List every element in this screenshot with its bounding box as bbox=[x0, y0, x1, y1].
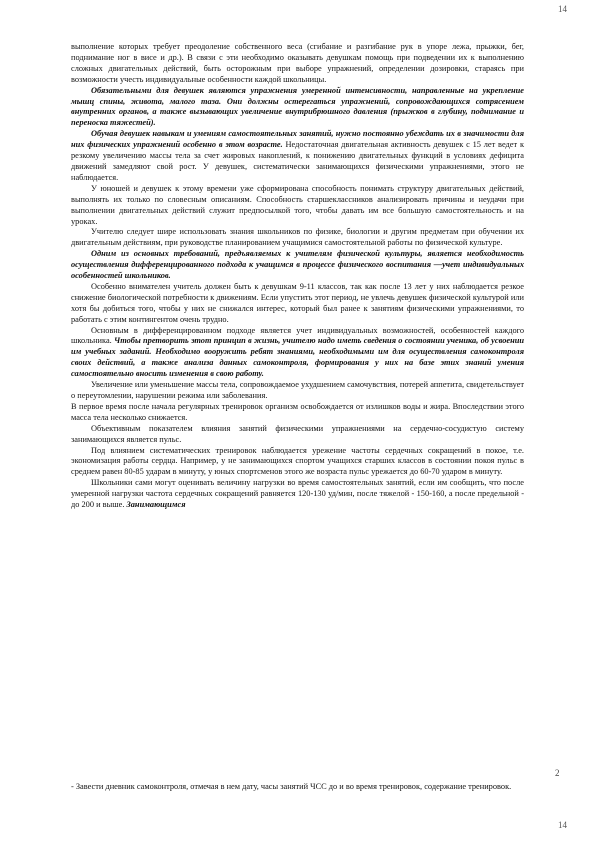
paragraph-italic-part: Чтобы претворить этот принцип в жизнь, учителю надо иметь сведения о состоянии ученика, об усвоении им учебных заданий. Необходимо вооружить ребят знаниями, необходимыми им для осуществления самоконтроля своих действий, а также анализа данных самоконтроля, формирования у них на базе этих знаний умения самостоятельно вносить изменения в свою работу. bbox=[71, 336, 524, 379]
side-page-number: 2 bbox=[555, 768, 560, 778]
paragraph-italic-part: Занимающимся bbox=[126, 500, 186, 510]
paragraph-plain-part: Школьники сами могут оценивать величину нагрузки во время самостоятельных занятий, если им сообщить, что после умеренной нагрузки частота сердечных сокращений равняется 120-130 уд/мин, после тяжелой - 150-160, а после предельной - до 200 и выше. bbox=[71, 478, 524, 510]
paragraph: Увеличение или уменьшение массы тела, сопровождаемое ухудшением самочувствия, потерей аппетита, свидетельствует о переутомлении, нарушении режима или заболевания. bbox=[71, 380, 524, 400]
paragraph bbox=[71, 326, 524, 381]
paragraph: выполнение которых требует преодоление собственного веса (сгибание и разгибание рук в упоре лежа, прыжки, бег, поднимание ног в висе и др.). В связи с эти необходимо оказывать девушкам помощь при подведении их к выполнению сложных двигательных действий, быть осторожным при выборе упражнений, определении дозировки, стараясь при возможности учесть индивидуальные особенности каждой школьницы. bbox=[71, 42, 524, 84]
main-text bbox=[71, 42, 524, 511]
paragraph-italic-part: Обучая девушек навыкам и умениям самостоятельных занятий, нужно постоянно убеждать их в значимости для них физических упражнений особенно в этом возрасте. bbox=[71, 129, 524, 150]
page-number-bottom: 14 bbox=[558, 820, 567, 830]
paragraph: В первое время после начала регулярных тренировок организм освобождается от излишков воды и жира. Впоследствии этого масса тела несколько снижается. bbox=[71, 401, 524, 422]
paragraph-plain-part: Недостаточная двигательная активность девушек с 15 лет ведет к резкому увеличению массы тела за счет жировых накоплений, к понижению двигательных функций в условиях дефицита движений замедляют свой рост. У девушек, систематически занимающихся физическими упражнениями, этого не наблюдается. bbox=[71, 140, 524, 182]
paragraph: Объективным показателем влияния занятий физическими упражнениями на сердечно-сосудистую систему занимающихся является пульс. bbox=[71, 423, 524, 444]
paragraph: Особенно внимателен учитель должен быть к девушкам 9-11 классов, так как после 13 лет у них наблюдается резкое снижение биологической потребности к движениям. Если упустить этот период, не увлечь девушек физической культурой или хотя бы добиться того, чтобы у них не снижался интерес, который был ранее к занятиям физическими упражнениями, то работать с этим контингентом очень трудно. bbox=[71, 281, 524, 324]
paragraph bbox=[71, 478, 524, 511]
paragraph bbox=[71, 129, 524, 184]
paragraph: Под влиянием систематических тренировок наблюдается урежение частоты сердечных сокращений в покое, т.е. экономизация работы сердца. Например, у не занимающихся спортом учащихся старших классов в состоянии покоя пульс в среднем равен 80-85 ударам в минуту, у юных спортсменов этого же возраста пульс урежается до 60-70 ударом в минуту. bbox=[71, 445, 524, 477]
page-number-top: 14 bbox=[558, 4, 567, 14]
footnote: - Завести дневник самоконтроля, отмечая в нем дату, часы занятий ЧСС до и во время тренировок, содержание тренировок. bbox=[71, 782, 512, 791]
paragraph-plain-part: Основным в дифференцированном подходе является учет индивидуальных возможностей, особенностей каждого школьника. bbox=[71, 325, 524, 346]
paragraph: Учителю следует шире использовать знания школьников по физике, биологии и другим предметам при обучении их двигательным действиям, при руководстве планированием учащимися самостоятельной работы по физической культуре. bbox=[71, 227, 524, 248]
paragraph-italic: Обязательными для девушек являются упражнения умеренной интенсивности, направленные на укрепление мышц спины, живота, малого таза. Они должны остерегаться упражнений, сопровождающихся сотрясением внутренних органов, а также вызывающих увеличение внутрибрюшного давления (прыжков в глубину, поднимание и переноска тяжестей). bbox=[71, 85, 524, 128]
paragraph-italic: Одним из основных требований, предъявляемых к учителям физической культуры, является необходимость осуществления дифференцированного подхода к учащимся в процессе физического воспитания —учет индивидуальных особенностей школьников. bbox=[71, 249, 524, 281]
paragraph: У юношей и девушек к этому времени уже сформирована способность понимать структуру двигательных действий, выполнять их только по словесным описаниям. Способность старшеклассников анализировать причины и неудачи при выполнении двигательных действий служит предпосылкой того, чтобы давать им все большую самостоятельность и на уроках. bbox=[71, 183, 524, 226]
